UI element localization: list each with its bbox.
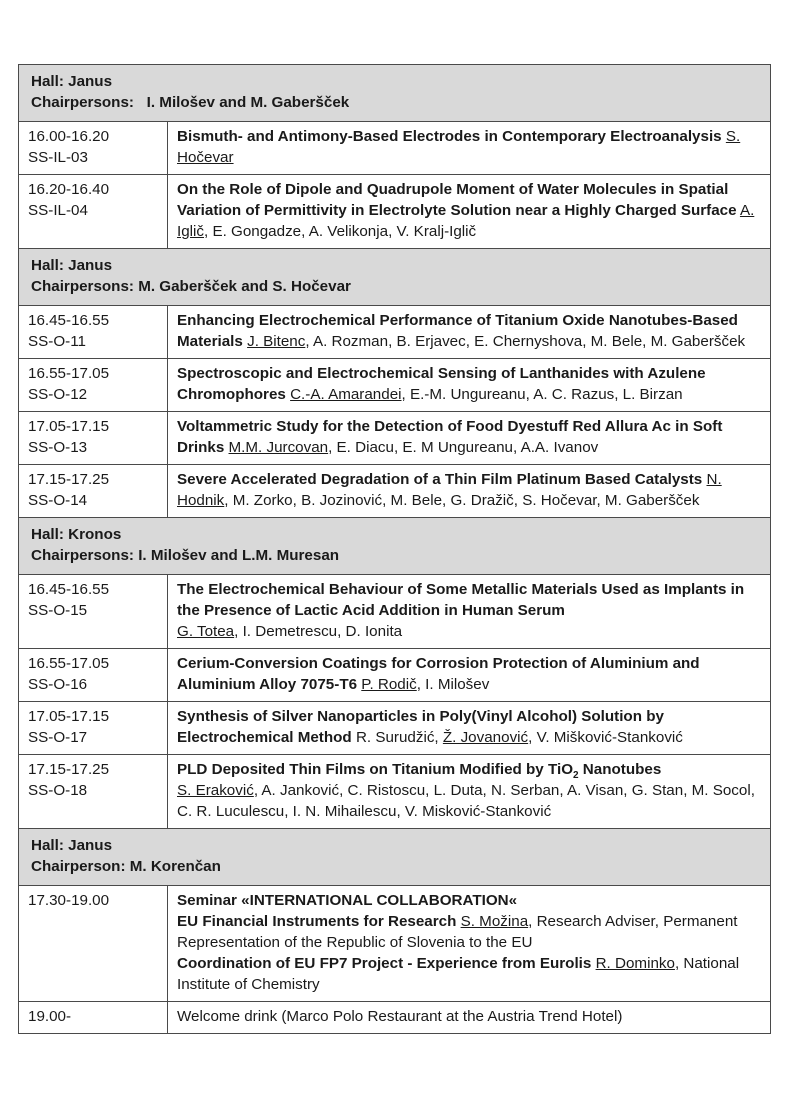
talk-presenter: Ž. Jovanović (442, 729, 529, 746)
welcome-row (19, 1002, 771, 1034)
seminar-item (177, 911, 764, 953)
talk-presenter: C.-A. Amarandei (290, 386, 402, 403)
hall-name: Hall: Kronos (31, 526, 122, 543)
talk-code: SS-IL-03 (28, 149, 88, 166)
talk-coauthors: , A. Janković, C. Ristoscu, L. Duta, N. Serban, A. Visan, G. Stan, M. Socol, C. R. Luculescu, I. N. Mihailescu, V. Misković-Stanković (177, 782, 755, 820)
session-header-cell (19, 518, 771, 575)
chair-label: Chairperson: (31, 858, 126, 875)
talk-row (19, 306, 771, 359)
talk-coauthors: , E. Diacu, E. M Ungureanu, A.A. Ivanov (328, 439, 599, 456)
talk-code: SS-O-15 (28, 602, 88, 619)
session-header (19, 518, 771, 575)
seminar-item-title: Coordination of EU FP7 Project - Experience from Eurolis (177, 955, 592, 972)
talk-details (168, 649, 771, 702)
talk-title: Severe Accelerated Degradation of a Thin Film Platinum Based Catalysts (177, 471, 703, 488)
session-header (19, 65, 771, 122)
talk-presenter: S. Hočevar (177, 128, 741, 166)
talk-coauthors: , M. Zorko, B. Jozinović, M. Bele, G. Dražič, S. Hočevar, M. Gaberšček (224, 492, 700, 509)
chair-label: Chairpersons: (31, 547, 134, 564)
talk-presenter: S. Eraković (177, 782, 254, 799)
talk-time: 16.00-16.20 (28, 128, 110, 145)
chair-names: M. Korenčan (129, 858, 221, 875)
talk-details (168, 755, 771, 829)
session-header-cell (19, 65, 771, 122)
talk-slot (19, 755, 168, 829)
seminar-presenter: R. Dominko (595, 955, 675, 972)
chair-names: I. Milošev and M. Gaberšček (146, 94, 350, 111)
talk-row (19, 122, 771, 175)
talk-code: SS-O-16 (28, 676, 88, 693)
welcome-text: Welcome drink (Marco Polo Restaurant at the Austria Trend Hotel) (168, 1002, 771, 1034)
talk-slot (19, 702, 168, 755)
chair-label: Chairpersons: (31, 94, 134, 111)
chair-names: I. Milošev and L.M. Muresan (138, 547, 340, 564)
session-header (19, 249, 771, 306)
talk-title-subscript: 2 (573, 770, 579, 782)
talk-code: SS-O-11 (28, 333, 86, 350)
seminar-item-title: EU Financial Instruments for Research (177, 913, 457, 930)
chairpersons-line (31, 856, 762, 877)
seminar-heading: Seminar «INTERNATIONAL COLLABORATION« (177, 892, 518, 909)
talk-title: Synthesis of Silver Nanoparticles in Poly(Vinyl Alcohol) Solution by Electrochemical Method (177, 708, 664, 746)
chair-names: M. Gaberšček and S. Hočevar (138, 278, 351, 295)
seminar-presenter: S. Možina (460, 913, 529, 930)
hall-name: Hall: Janus (31, 73, 113, 90)
talk-details (168, 702, 771, 755)
talk-time: 16.45-16.55 (28, 312, 110, 329)
talk-slot (19, 575, 168, 649)
talk-row (19, 575, 771, 649)
talk-title: On the Role of Dipole and Quadrupole Moment of Water Molecules in Spatial Variation of Permittivity in Electrolyte Solution near a Highly Charged Surface (177, 181, 737, 219)
talk-title: PLD Deposited Thin Films on Titanium Modified by TiO (177, 761, 574, 778)
talk-code: SS-IL-04 (28, 202, 88, 219)
chair-label: Chairpersons: (31, 278, 134, 295)
chairpersons-line (31, 276, 762, 297)
talk-slot (19, 175, 168, 249)
talk-title: The Electrochemical Behaviour of Some Metallic Materials Used as Implants in the Presence of Lactic Acid Addition in Human Serum (177, 581, 745, 619)
seminar-affiliation: , Research Adviser, Permanent Representation of the Republic of Slovenia to the EU (177, 913, 738, 951)
talk-code: SS-O-12 (28, 386, 88, 403)
talk-slot (19, 465, 168, 518)
talk-slot (19, 306, 168, 359)
talk-code: SS-O-17 (28, 729, 88, 746)
talk-presenter: A. Iglič (177, 202, 755, 240)
talk-slot (19, 412, 168, 465)
talk-presenter: N. Hodnik (177, 471, 722, 509)
talk-coauthors: , E. Gongadze, A. Velikonja, V. Kralj-Iglič (204, 223, 477, 240)
seminar-details (168, 886, 771, 1002)
hall-name: Hall: Janus (31, 837, 113, 854)
talk-row (19, 702, 771, 755)
talk-presenter: M.M. Jurcovan (228, 439, 329, 456)
chairpersons-line (31, 545, 762, 566)
talk-time: 17.05-17.15 (28, 418, 110, 435)
talk-coauthors: , A. Rozman, B. Erjavec, E. Chernyshova, M. Bele, M. Gaberšček (305, 333, 746, 350)
talk-time: 17.05-17.15 (28, 708, 110, 725)
talk-coauthors: , I. Milošev (416, 676, 490, 693)
talk-title: Spectroscopic and Electrochemical Sensing of Lanthanides with Azulene Chromophores (177, 365, 706, 403)
talk-time: 16.45-16.55 (28, 581, 110, 598)
talk-time: 16.55-17.05 (28, 365, 110, 382)
talk-coauthors: , E.-M. Ungureanu, A. C. Razus, L. Birzan (401, 386, 683, 403)
talk-coauthor-lead: R. Surudžić, (355, 729, 443, 746)
talk-row (19, 755, 771, 829)
chairpersons-line (31, 92, 762, 113)
talk-code: SS-O-14 (28, 492, 88, 509)
talk-code: SS-O-13 (28, 439, 88, 456)
talk-details (168, 465, 771, 518)
talk-coauthors: , I. Demetrescu, D. Ionita (234, 623, 403, 640)
talk-slot (19, 359, 168, 412)
seminar-row (19, 886, 771, 1002)
talk-row (19, 175, 771, 249)
talk-details (168, 575, 771, 649)
talk-slot (19, 122, 168, 175)
talk-time: 16.55-17.05 (28, 655, 110, 672)
talk-details (168, 306, 771, 359)
seminar-affiliation: , National Institute of Chemistry (177, 955, 740, 993)
talk-details (168, 122, 771, 175)
talk-title: Bismuth- and Antimony-Based Electrodes in Contemporary Electroanalysis (177, 128, 722, 145)
session-header-cell (19, 829, 771, 886)
talk-slot (19, 649, 168, 702)
talk-coauthors: , V. Mišković-Stanković (528, 729, 683, 746)
talk-time: 17.15-17.25 (28, 471, 110, 488)
talk-details (168, 175, 771, 249)
talk-row (19, 412, 771, 465)
talk-title: Voltammetric Study for the Detection of Food Dyestuff Red Allura Ac in Soft Drinks (177, 418, 723, 456)
talk-row (19, 359, 771, 412)
programme-table (18, 64, 771, 1034)
talk-title-tail: Nanotubes (578, 761, 662, 778)
talk-time: 17.15-17.25 (28, 761, 110, 778)
talk-details (168, 412, 771, 465)
session-header-cell (19, 249, 771, 306)
talk-code: SS-O-18 (28, 782, 88, 799)
welcome-time: 19.00- (19, 1002, 168, 1034)
talk-details (168, 359, 771, 412)
talk-time: 16.20-16.40 (28, 181, 110, 198)
talk-row (19, 649, 771, 702)
hall-name: Hall: Janus (31, 257, 113, 274)
talk-title: Cerium-Conversion Coatings for Corrosion Protection of Aluminium and Aluminium Alloy 7075-T6 (177, 655, 700, 693)
talk-presenter: P. Rodič (361, 676, 417, 693)
talk-row (19, 465, 771, 518)
session-header (19, 829, 771, 886)
talk-presenter: G. Totea (177, 623, 235, 640)
talk-title: Enhancing Electrochemical Performance of Titanium Oxide Nanotubes-Based Materials (177, 312, 738, 350)
talk-presenter: J. Bitenc (247, 333, 306, 350)
seminar-time: 17.30-19.00 (19, 886, 168, 1002)
seminar-item (177, 953, 764, 995)
